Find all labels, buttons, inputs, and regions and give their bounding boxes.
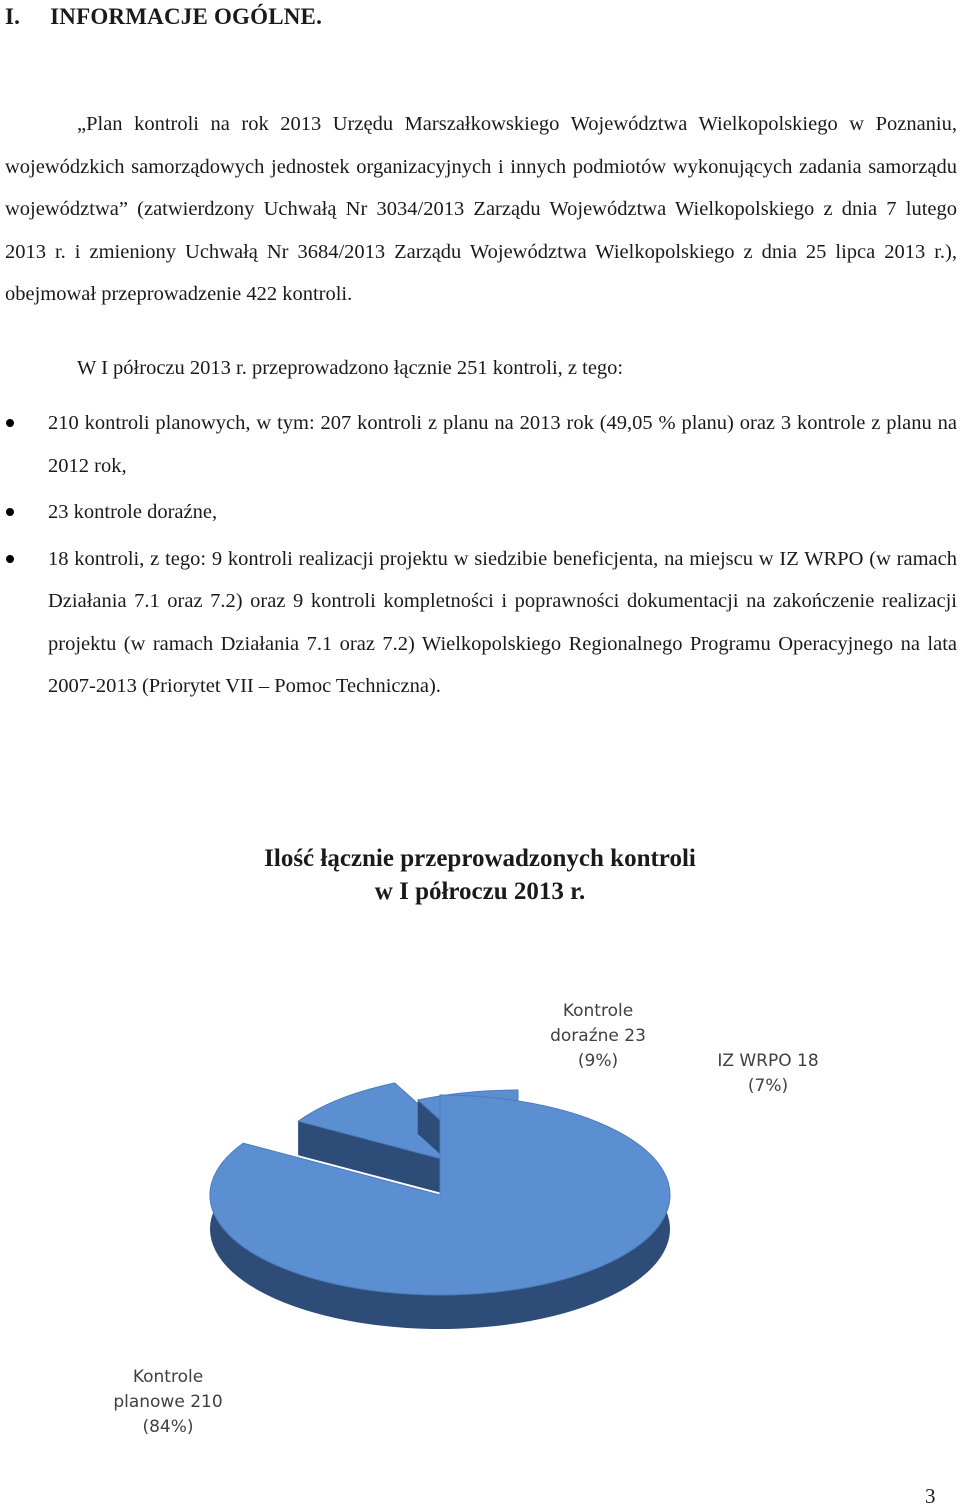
list-item-text: 18 kontroli, z tego: 9 kontroli realizacji projektu w siedzibie beneficjenta, na miejscu w IZ WRPO (w ramach Działania 7.1 oraz 7.2) oraz 9 kontroli kompletności i poprawności dokumentacji na zakończenie realizacji projektu (w ramach Działania 7.1 oraz 7.2) Wielkopolskiego Regionalnego Programu Operacyjnego na lata 2007-2013 (Priorytet VII – Pomoc Techniczna).	[48, 547, 957, 697]
list-item-iz-wrpo	[48, 538, 957, 708]
pie-chart	[0, 980, 960, 1460]
list-item-text: 210 kontroli planowych, w tym: 207 kontroli z planu na 2013 rok (49,05 % planu) oraz 3 kontrole z planu na 2012 rok,	[48, 412, 957, 477]
pie-label-0: (84%)	[142, 1417, 194, 1437]
chart-title	[0, 842, 960, 908]
summary-paragraph: W I półroczu 2013 r. przeprowadzono łącznie 251 kontroli, z tego:	[77, 357, 624, 379]
list-item-adhoc	[48, 491, 957, 534]
chart-title-line1: Ilość łącznie przeprowadzonych kontroli	[264, 845, 696, 872]
pie-label-2: (7%)	[747, 1076, 789, 1096]
section-heading	[5, 4, 322, 30]
pie-label-2: IZ WRPO 18	[717, 1051, 819, 1071]
pie-label-0: Kontrole	[132, 1367, 204, 1387]
pie-label-1: doraźne 23	[550, 1026, 646, 1046]
section-number: I.	[5, 4, 21, 29]
chart-title-line2: w I półroczu 2013 r.	[374, 878, 586, 905]
control-breakdown-list	[48, 402, 957, 712]
bullet-icon	[6, 419, 14, 427]
page-number: 3	[925, 1484, 936, 1508]
intro-paragraph: „Plan kontroli na rok 2013 Urzędu Marszałkowskiego Województwa Wielkopolskiego w Poznaniu, wojewódzkich samorządowych jednostek organizacyjnych i innych podmiotów wykonujących zadania samorządu województwa” (zatwierdzony Uchwałą Nr 3034/2013 Zarządu Województwa Wielkopolskiego z dnia 7 lutego 2013 r. i zmieniony Uchwałą Nr 3684/2013 Zarządu Województwa Wielkopolskiego z dnia 25 lipca 2013 r.), obejmował przeprowadzenie 422 kontroli.	[5, 113, 957, 305]
list-item-text: 23 kontrole doraźne,	[48, 501, 218, 523]
pie-label-1: (9%)	[577, 1051, 619, 1071]
list-item-planned	[48, 402, 957, 487]
pie-slice-0	[210, 1095, 670, 1295]
bullet-icon	[6, 508, 14, 516]
bullet-icon	[6, 555, 14, 563]
section-title: INFORMACJE OGÓLNE.	[50, 4, 323, 29]
pie-label-1: Kontrole	[562, 1001, 634, 1021]
pie-label-0: planowe 210	[113, 1392, 223, 1412]
